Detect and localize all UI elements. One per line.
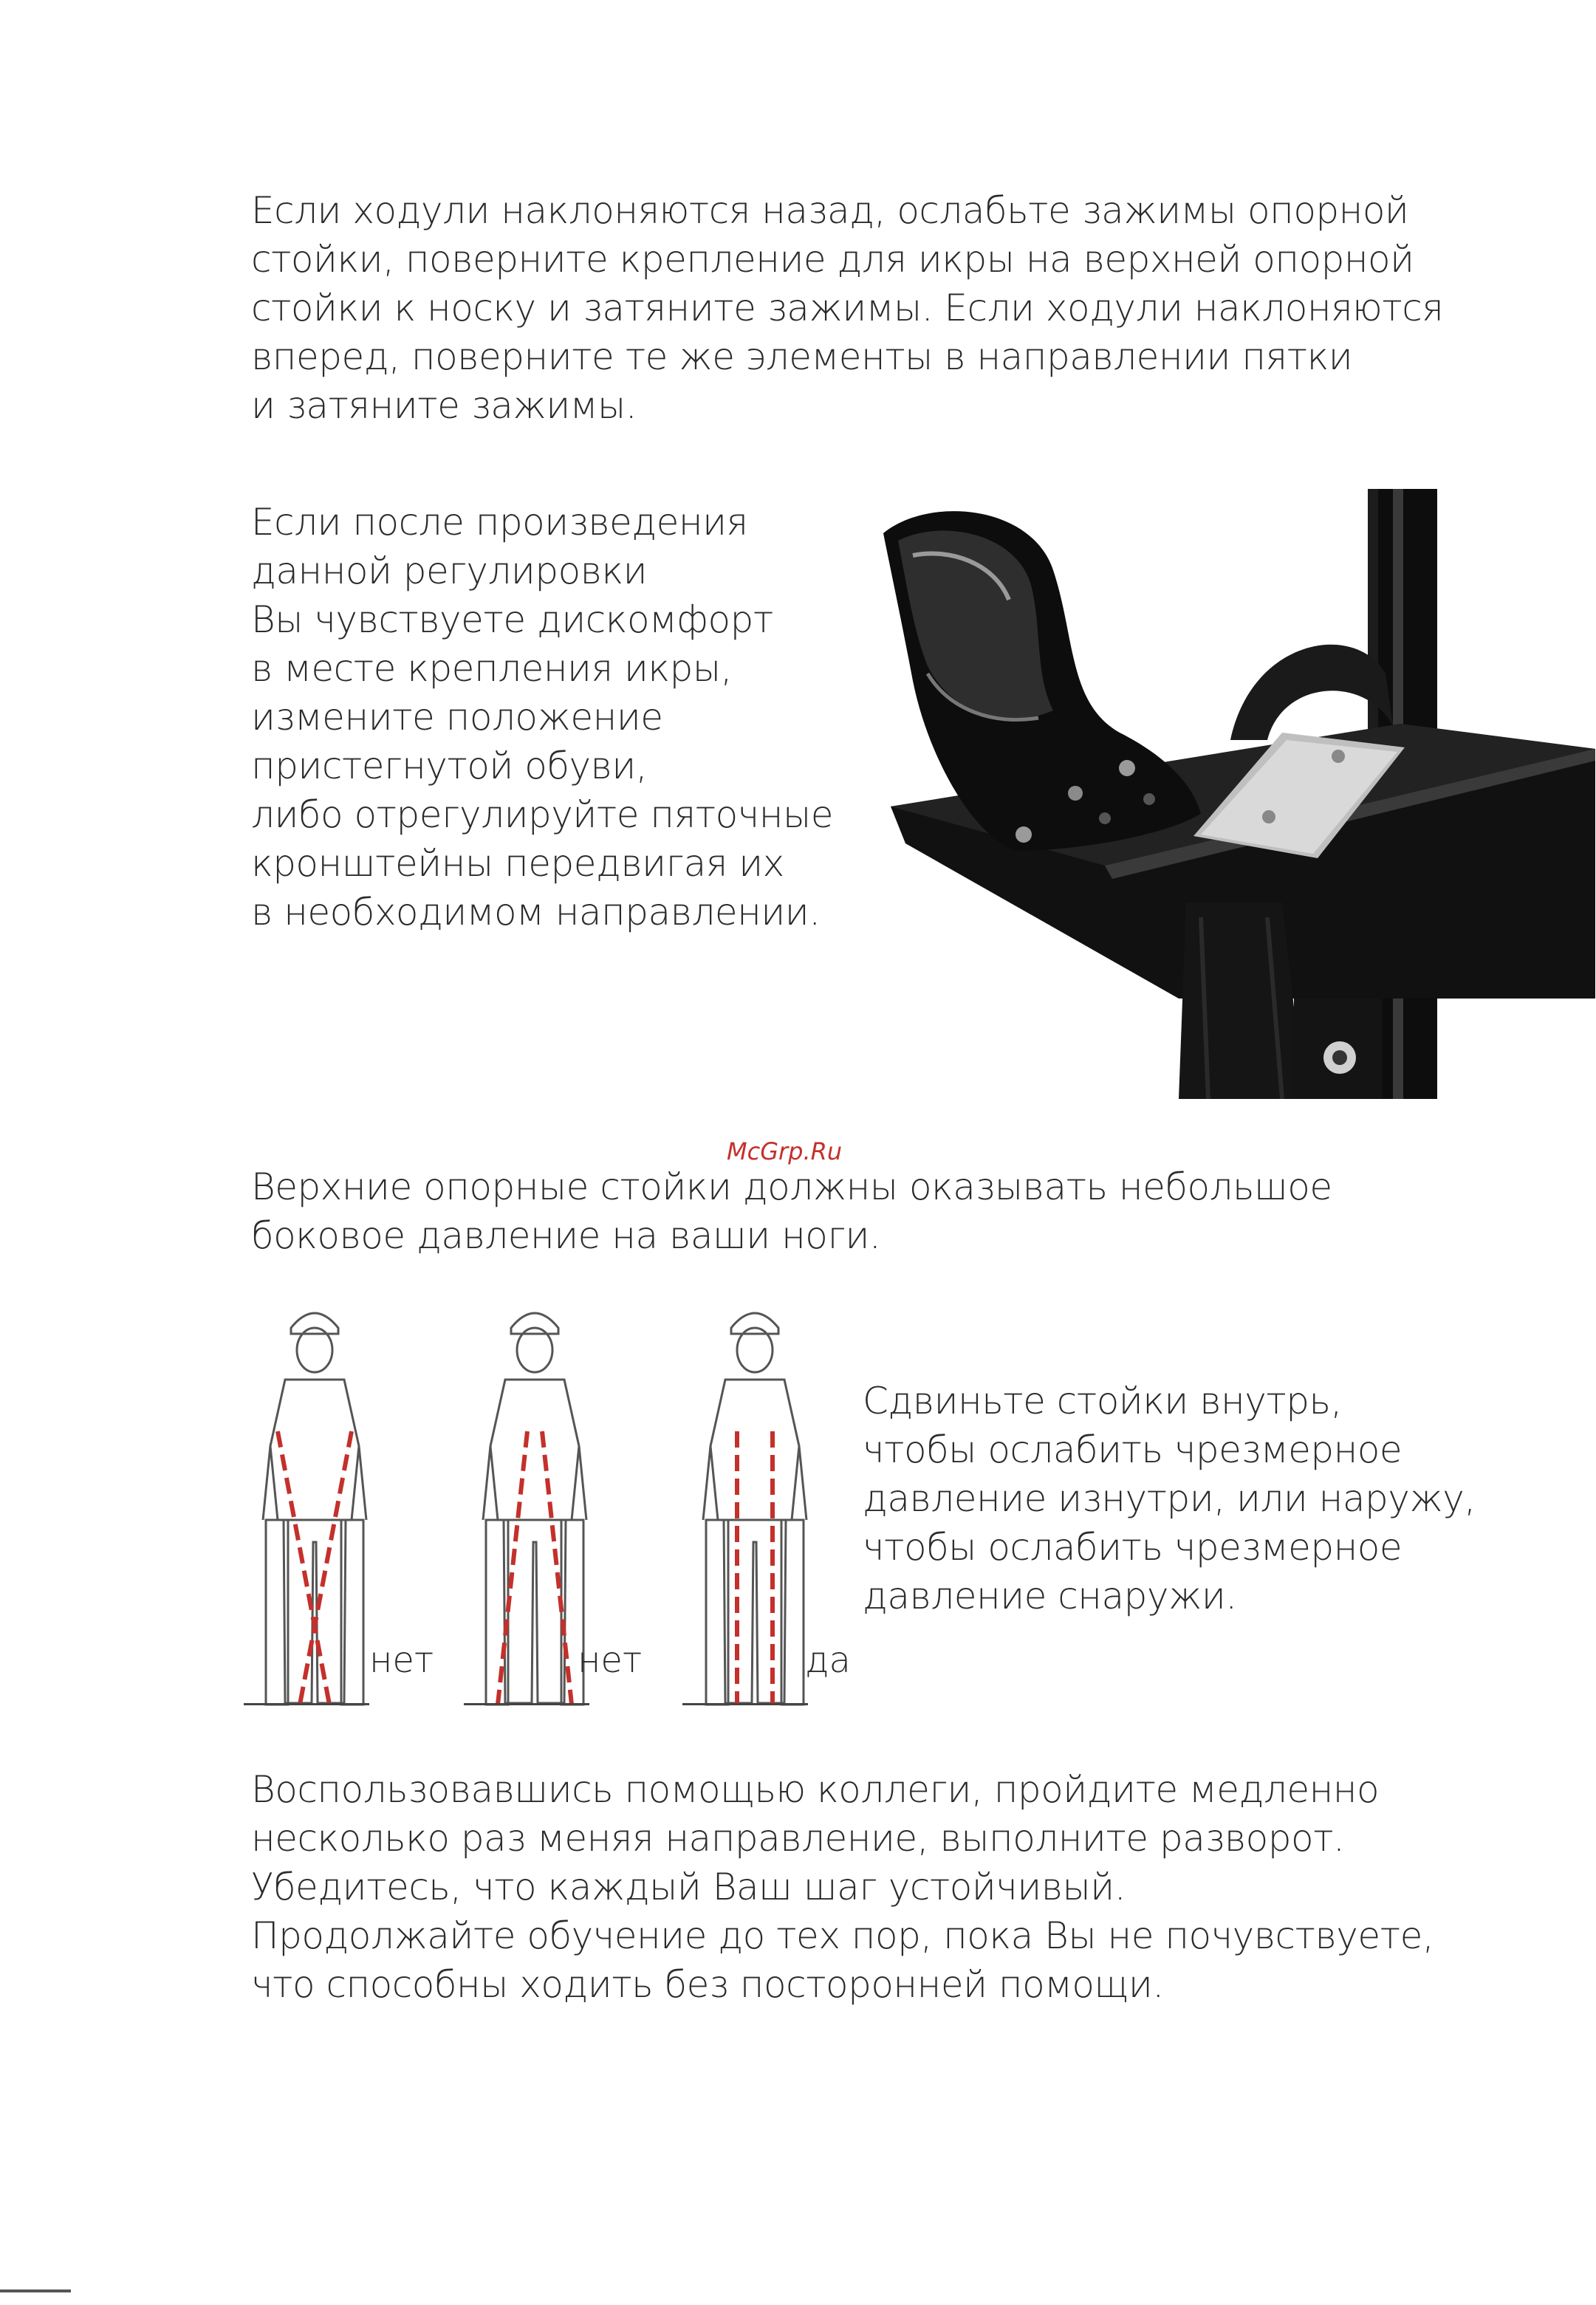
worker-figure-outline bbox=[483, 1313, 586, 1705]
text-line: Верхние опорные стойки должны оказывать небольшое bbox=[251, 1165, 1332, 1208]
figure-label-yes: да bbox=[805, 1640, 851, 1681]
text-line: давление изнутри, или наружу, bbox=[863, 1477, 1476, 1520]
text-line: Если ходули наклоняются назад, ослабьте зажимы опорной bbox=[251, 189, 1409, 232]
worker-figure-outline bbox=[703, 1313, 806, 1705]
text-line: кронштейны передвигая их bbox=[251, 842, 784, 885]
text-line: либо отрегулируйте пяточные bbox=[251, 793, 833, 836]
text-line: Убедитесь, что каждый Ваш шаг устойчивый. bbox=[251, 1866, 1126, 1908]
figure-label-no: нет bbox=[369, 1640, 434, 1681]
worker-figure-outline bbox=[263, 1313, 366, 1705]
text-line: измените положение bbox=[251, 696, 663, 739]
paragraph-tilt-adjustment bbox=[251, 186, 1443, 430]
text-line: что способны ходить без посторонней помощи. bbox=[251, 1963, 1164, 2006]
text-line: несколько раз меняя направление, выполните разворот. bbox=[251, 1817, 1345, 1860]
ground-line bbox=[244, 1703, 369, 1705]
ground-line bbox=[682, 1703, 808, 1705]
text-line: стойки, поверните крепление для икры на верхней опорной bbox=[251, 238, 1414, 281]
text-line: чтобы ослабить чрезмерное bbox=[863, 1526, 1403, 1569]
text-line: чтобы ослабить чрезмерное bbox=[863, 1428, 1403, 1471]
text-line: боковое давление на ваши ноги. bbox=[251, 1214, 881, 1257]
paragraph-walking-practice bbox=[251, 1765, 1434, 2009]
paragraph-move-posts bbox=[863, 1377, 1476, 1620]
text-line: и затяните зажимы. bbox=[251, 384, 637, 427]
text-line: Воспользовавшись помощью коллеги, пройдите медленно bbox=[251, 1768, 1380, 1811]
corner-mark bbox=[0, 2289, 71, 2292]
text-line: Если после произведения bbox=[251, 501, 748, 544]
figure-label-no: нет bbox=[578, 1640, 643, 1681]
text-line: давление снаружи. bbox=[863, 1575, 1237, 1617]
watermark: McGrp.Ru bbox=[727, 1137, 843, 1165]
text-line: в месте крепления икры, bbox=[251, 647, 732, 690]
ground-line bbox=[464, 1703, 589, 1705]
text-line: Сдвиньте стойки внутрь, bbox=[863, 1380, 1342, 1422]
text-line: данной регулировки bbox=[251, 549, 648, 592]
paragraph-calf-discomfort bbox=[251, 498, 833, 936]
text-line: Вы чувствуете дискомфорт bbox=[251, 598, 773, 641]
figure-wrong-1 bbox=[241, 1298, 388, 1712]
text-line: пристегнутой обуви, bbox=[251, 744, 648, 787]
text-line: в необходимом направлении. bbox=[251, 891, 821, 934]
text-line: стойки к носку и затяните зажимы. Если ходули наклоняются bbox=[251, 287, 1444, 329]
paragraph-side-pressure bbox=[251, 1162, 1332, 1260]
text-line: вперед, поверните те же элементы в направлении пятки bbox=[251, 335, 1353, 378]
text-line: Продолжайте обучение до тех пор, пока Вы не почувствуете, bbox=[251, 1914, 1434, 1957]
calf-support-photo bbox=[883, 489, 1595, 1099]
